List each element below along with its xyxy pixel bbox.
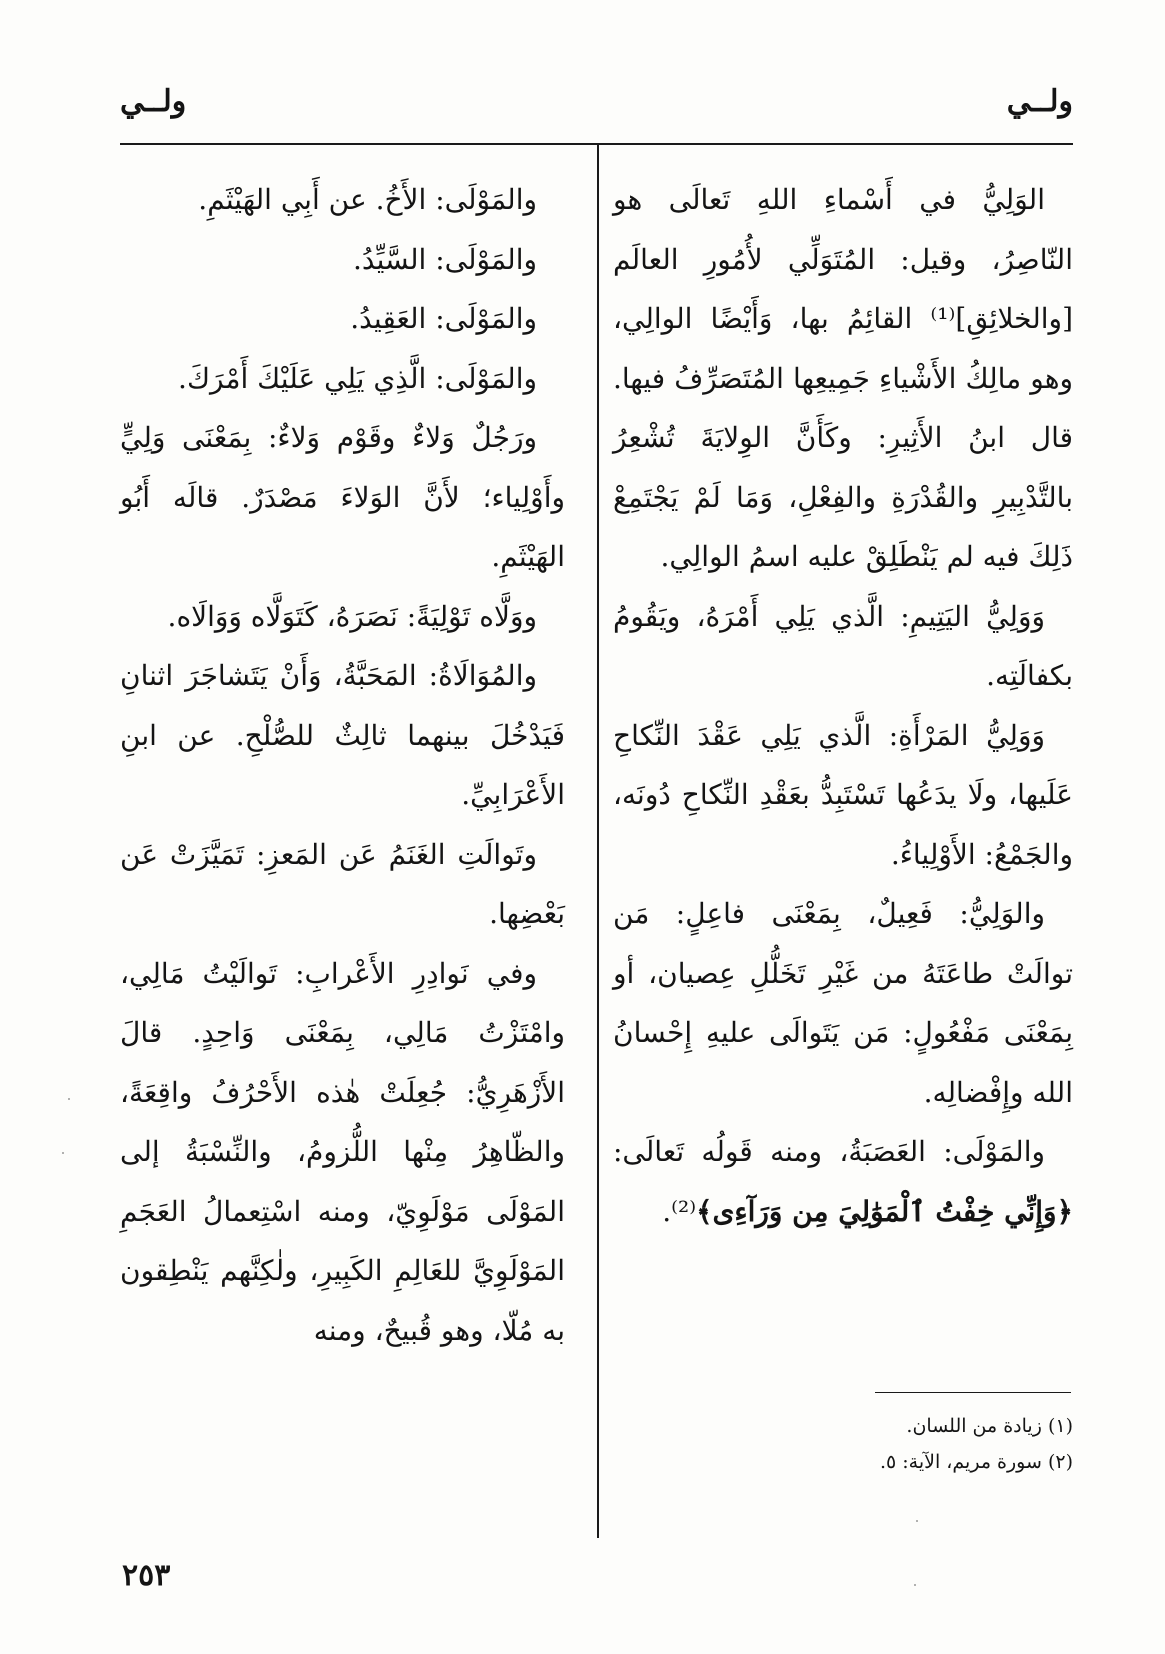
- entry-text: والمَوْلَى: العَصَبَةُ، ومنه قَولُه تَعالَى:: [613, 1135, 1045, 1168]
- footnote-2: (٢) سورة مريم، الآية: ٥.: [879, 1451, 1073, 1473]
- entry-paragraph: والمُوَالَاةُ: المَحَبَّةُ، وَأَنْ يَتَشاجَرَ اثنانِ فَيَدْخُلَ بينهما ثالِثٌ للصُّلْحِ. عن ابنِ الأَعْرَابِيِّ.: [120, 659, 565, 811]
- footnote-1: (١) زيادة من اللسان.: [906, 1415, 1073, 1437]
- entry-paragraph: ووَلَّاه تَوْلِيَةً: نَصَرَهُ، كَتَوَلَّاه وَوَالَاه.: [167, 599, 537, 633]
- footnote-rule: [875, 1392, 1071, 1393]
- page-number: ٢٥٣: [122, 1558, 171, 1593]
- footnotes: [633, 1408, 1073, 1480]
- entry-paragraph: والمَوْلَى: الأَخُ. عن أَبِي الهَيْثَمِ.: [198, 183, 537, 216]
- scan-speck: [914, 1584, 916, 1586]
- entry-paragraph: والمَوْلَى: الَّذِي يَلِي عَلَيْكَ أَمْرَكَ.: [178, 361, 537, 395]
- entry-paragraph: والوَلِيُّ: فَعِيلٌ، بِمَعْنَى فاعِلٍ: مَن توالَتْ طاعَتَهُ من غَيْرِ تَخَلُّلِ عِصيان، أو بِمَعْنَى مَفْعُولٍ: مَن يَتَوالَى عليهِ إِحْسانُ الله وإِفْضالِه.: [613, 897, 1073, 1109]
- right-column: [613, 170, 1073, 1241]
- scan-speck: [62, 1152, 64, 1154]
- entry-paragraph: وفي نَوادِرِ الأَعْرابِ: تَوالَيْتُ مَالِي، وامْتَزْتُ مَالِي، بِمَعْنَى وَاحِدٍ. قالَ الأَزْهَرِيُّ: جُعِلَتْ هٰذه الأَحْرُفُ واقِعَةً، والظّاهِرُ مِنْها اللُّزومُ، والنِّسْبَةُ إلى المَوْلَى مَوْلَوِيّ، ومنه اسْتِعمالُ العَجَمِ المَوْلَوِيَّ للعَالِمِ الكَبِيرِ، ولٰكِنَّهم يَنْطِقون به مُلّا، وهو قُبيحٌ، ومنه: [120, 956, 565, 1347]
- entry-paragraph: الوَلِيُّ في أَسْماءِ اللهِ تَعالَى هو النّاصِرُ، وقيل: المُتَوَلِّي لأُمُورِ العالَم [والخلائِقِ]⁽¹⁾ القائِمُ بها، وَأَيْضًا الوالِي، وهو مالِكُ الأَشْياءِ جَمِيعِها المُتَصَرِّفُ فيها. قال ابنُ الأَثِيرِ: وكَأَنَّ الوِلايَةَ تُشْعِرُ بالتَّدْبِيرِ والقُدْرَةِ والفِعْلِ، وَمَا لَمْ يَجْتَمِعْ ذَلِكَ فيه لم يَنْطَلِقْ عليه اسمُ الوالِي.: [613, 183, 1073, 573]
- running-header-left: ولــي: [120, 84, 187, 119]
- entry-paragraph: ورَجُلٌ وَلاءٌ وقَوْم وَلاءٌ: بِمَعْنَى وَلِيٍّ وأَوْلِياء؛ لأَنَّ الوَلاءَ مَصْدَرٌ. قالَه أَبُو الهَيْثَمِ.: [120, 421, 565, 573]
- scan-speck: [68, 1098, 70, 1100]
- entry-paragraph: والمَوْلَى: العَقِيدُ.: [350, 302, 537, 335]
- scan-speck: [916, 1520, 918, 1522]
- quran-verse: ﴿وَإِنِّي خِفْتُ ٱلْمَوَٰلِيَ مِن وَرَآءِى﴾: [696, 1194, 1073, 1228]
- footnote-ref: ⁽²⁾.: [662, 1194, 697, 1228]
- entry-paragraph: والمَوْلَى: السَّيِّدُ.: [352, 242, 537, 276]
- entry-paragraph: وتَوالَتِ الغَنَمُ عَن المَعزِ: تَمَيَّزَتْ عَن بَعْضِها.: [120, 837, 565, 930]
- entry-paragraph: وَوَلِيُّ المَرْأَةِ: الَّذي يَلِي عَقْدَ النِّكاحِ عَلَيها، ولَا يدَعُها تَسْتَبِدُّ بعَقْدِ النِّكاحِ دُونَه، والجَمْعُ: الأَوْلِياءُ.: [613, 718, 1073, 871]
- running-header-right: ولــي: [1006, 84, 1073, 119]
- entry-paragraph: [613, 1122, 1073, 1241]
- left-column: [120, 170, 565, 1360]
- entry-paragraph: وَوَلِيُّ اليَتِيمِ: الَّذي يَلِي أَمْرَهُ، ويَقُومُ بكفالَتِه.: [613, 599, 1073, 692]
- column-divider: [597, 145, 599, 1538]
